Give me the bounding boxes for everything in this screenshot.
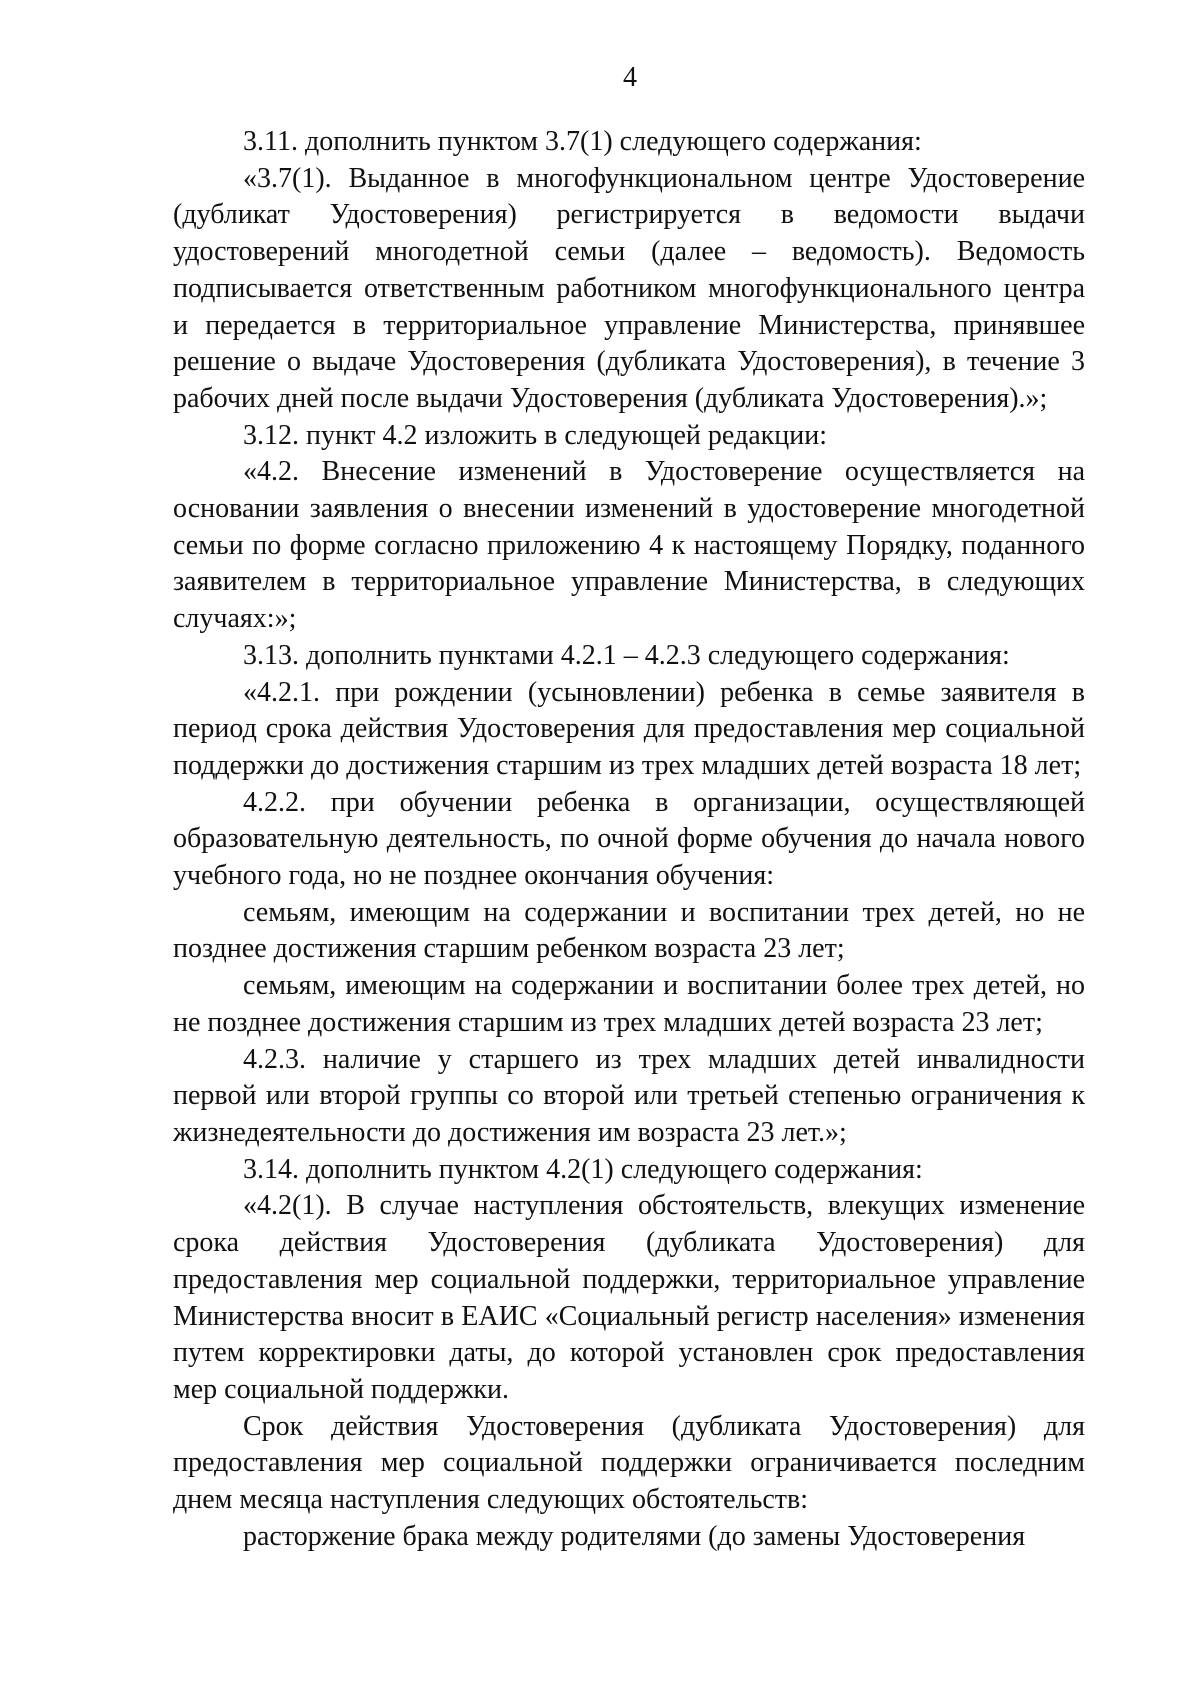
paragraph-4-2: «4.2. Внесение изменений в Удостоверение осуществляется на основании заявления о внесении изменений в удостоверение многодетной семьи по форме согласно приложению 4 к настоящему Порядку, поданного заявителем в территориальное управление Министерства, в следующих случаях:»; [173,456,1085,635]
paragraph-3-11: 3.11. дополнить пунктом 3.7(1) следующего содержания: [243,126,922,157]
paragraph-4-2-1: «4.2.1. при рождении (усыновлении) ребенка в семье заявителя в период срока действия Удостоверения для предоставления мер социальной поддержки до достижения старшим из трех младших детей возраста 18 лет; [173,676,1085,781]
paragraph-4-2-3: 4.2.3. наличие у старшего из трех младших детей инвалидности первой или второй группы со второй или третьей степенью ограничения к жизнедеятельности до достижения им возраста 23 лет.»; [173,1043,1085,1148]
paragraph-3-12: 3.12. пункт 4.2 изложить в следующей редакции: [243,419,827,451]
paragraph-divorce: расторжение брака между родителями (до замены Удостоверения [243,1520,1026,1552]
paragraph-validity-term: Срок действия Удостоверения (дубликата Удостоверения) для предоставления мер социальной поддержки ограничивается последним днем месяца наступления следующих обстоятельств: [173,1410,1085,1516]
document-body [173,124,1085,1555]
paragraph-three-children: семьям, имеющим на содержании и воспитании трех детей, но не позднее достижения старшим ребенком возраста 23 лет; [173,896,1085,965]
paragraph-4-2-2: 4.2.2. при обучении ребенка в организации, осуществляющей образовательную деятельность, по очной форме обучения до начала нового учебного года, но не позднее окончания обучения: [173,786,1085,892]
paragraph-3-13: 3.13. дополнить пунктами 4.2.1 – 4.2.3 следующего содержания: [243,639,1010,671]
paragraph-3-14: 3.14. дополнить пунктом 4.2(1) следующего содержания: [243,1153,923,1185]
paragraph-3-7-1: «3.7(1). Выданное в многофункциональном центре Удостоверение (дубликат Удостоверения) регистрируется в ведомости выдачи удостоверений многодетной семьи (далее – ведомость). Ведомость подписывается ответственным работником многофункционального центра и передается в территориальное управление Министерства, принявшее решение о выдаче Удостоверения (дубликата Удостоверения), в течение 3 рабочих дней после выдачи Удостоверения (дубликата Удостоверения).»; [173,162,1085,414]
page-number: 4 [623,62,637,93]
paragraph-4-2-1-amend: «4.2(1). В случае наступления обстоятельств, влекущих изменение срока действия Удостоверения (дубликата Удостоверения) для предоставления мер социальной поддержки, территориальное управление Министерства вносит в ЕАИС «Социальный регистр населения» изменения путем корректировки даты, до которой установлен срок предоставления мер социальной поддержки. [173,1190,1085,1405]
paragraph-more-than-three-children: семьям, имеющим на содержании и воспитании более трех детей, но не позднее достижения старшим из трех младших детей возраста 23 лет; [173,970,1085,1038]
